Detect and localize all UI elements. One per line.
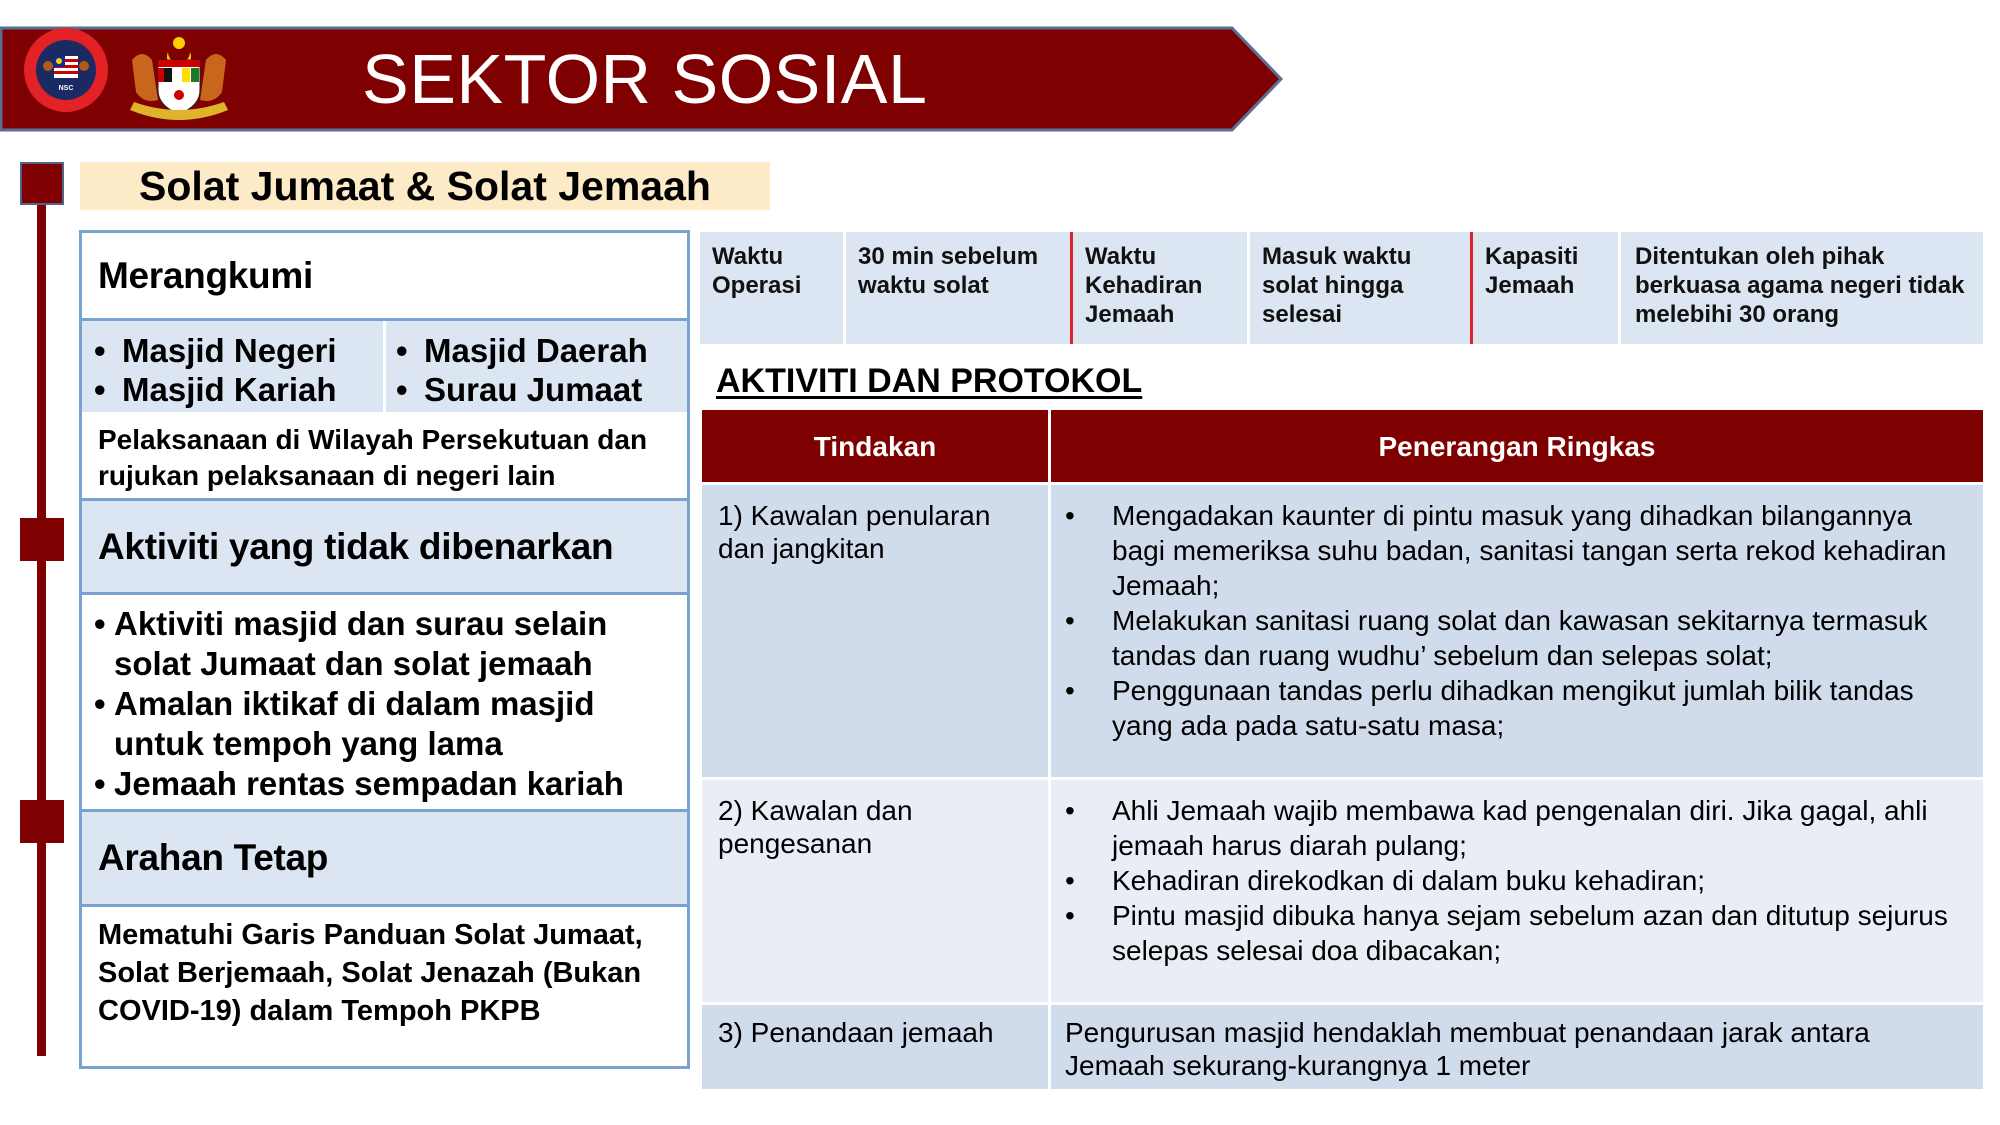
table-row (702, 780, 1983, 1002)
merangkumi-column-1 (82, 321, 383, 412)
table-row (702, 1005, 1983, 1089)
row-description (1048, 780, 1983, 1002)
column-header-penerangan: Penerangan Ringkas (1048, 410, 1983, 482)
row-action: 3) Penandaan jemaah (718, 1017, 994, 1048)
tidak-dibenarkan-list (82, 592, 687, 809)
merangkumi-column-2 (383, 321, 687, 412)
list-item: • Penggunaan tandas perlu dihadkan mengikut jumlah bilik tandas yang ada pada satu-satu masa; (1065, 675, 1914, 741)
table-row (702, 485, 1983, 777)
coat-of-arms-logo (118, 32, 240, 126)
merangkumi-list (82, 318, 687, 412)
info-label-waktu-kehadiran: Waktu Kehadiran Jemaah (1070, 232, 1247, 344)
list-item: • Ahli Jemaah wajib membawa kad pengenalan diri. Jika gagal, ahli jemaah harus diarah pulang; (1065, 795, 1928, 861)
info-label-waktu-operasi: Waktu Operasi (700, 232, 843, 344)
row-description (1048, 485, 1983, 777)
row-description: Pengurusan masjid hendaklah membuat penandaan jarak antara Jemaah sekurang-kurangnya 1 meter (1048, 1005, 1983, 1089)
info-value-kapasiti: Ditentukan oleh pihak berkuasa agama negeri tidak melebihi 30 orang (1618, 232, 1983, 344)
timeline-line (37, 180, 46, 1056)
info-value-waktu-kehadiran: Masuk waktu solat hingga selesai (1247, 232, 1470, 344)
merangkumi-heading: Merangkumi (98, 254, 313, 296)
arahan-tetap-heading: Arahan Tetap (82, 809, 687, 904)
list-item: • Aktiviti masjid dan surau selain solat Jumaat dan solat jemaah (94, 605, 608, 682)
svg-text:NSC: NSC (58, 85, 74, 92)
list-item: • Melakukan sanitasi ruang solat dan kawasan sekitarnya termasuk tandas dan ruang wudhu’ sebelum dan selepas solat; (1065, 605, 1928, 671)
protocol-table (702, 410, 1983, 1089)
header-banner (0, 26, 1284, 132)
arahan-tetap-text: Mematuhi Garis Panduan Solat Jumaat, Solat Berjemaah, Solat Jenazah (Bukan COVID-19) dalam Tempoh PKPB (82, 904, 687, 1066)
list-item: • Surau Jumaat (396, 371, 643, 408)
info-label-kapasiti: Kapasiti Jemaah (1470, 232, 1618, 344)
row-action: 2) Kawalan dan pengesanan (718, 795, 913, 859)
banner-title: SEKTOR SOSIAL (362, 40, 928, 118)
timeline-marker (20, 518, 64, 561)
merangkumi-note: Pelaksanaan di Wilayah Persekutuan dan rujukan pelaksanaan di negeri lain (98, 424, 648, 491)
info-table (700, 232, 1983, 344)
list-item: • Mengadakan kaunter di pintu masuk yang dihadkan bilangannya bagi memeriksa suhu badan, sanitasi tangan serta rekod kehadiran Jemaah; (1065, 500, 1947, 601)
list-item: • Jemaah rentas sempadan kariah (94, 765, 624, 802)
list-item: • Pintu masjid dibuka hanya sejam sebelum azan dan ditutup sejurus selepas selesai doa dibacakan; (1065, 900, 1948, 966)
table-header-row (702, 410, 1983, 482)
list-item: • Masjid Daerah (396, 332, 648, 369)
section-subtitle: Solat Jumaat & Solat Jemaah (80, 162, 770, 210)
list-item: • Masjid Negeri (94, 332, 337, 369)
list-item: • Kehadiran direkodkan di dalam buku kehadiran; (1065, 865, 1706, 896)
timeline-marker (20, 800, 64, 843)
column-header-tindakan: Tindakan (813, 430, 937, 462)
info-value-waktu-operasi: 30 min sebelum waktu solat (843, 232, 1070, 344)
row-action: 1) Kawalan penularan dan jangkitan (718, 500, 991, 564)
list-item: • Amalan iktikaf di dalam masjid untuk tempoh yang lama (94, 685, 595, 762)
nsc-logo (22, 26, 110, 114)
list-item: • Masjid Kariah (94, 371, 337, 408)
tidak-dibenarkan-heading: Aktiviti yang tidak dibenarkan (82, 498, 687, 592)
protocol-heading: AKTIVITI DAN PROTOKOL (716, 362, 1143, 400)
timeline-marker (20, 162, 64, 205)
left-summary-panel (79, 230, 690, 1069)
